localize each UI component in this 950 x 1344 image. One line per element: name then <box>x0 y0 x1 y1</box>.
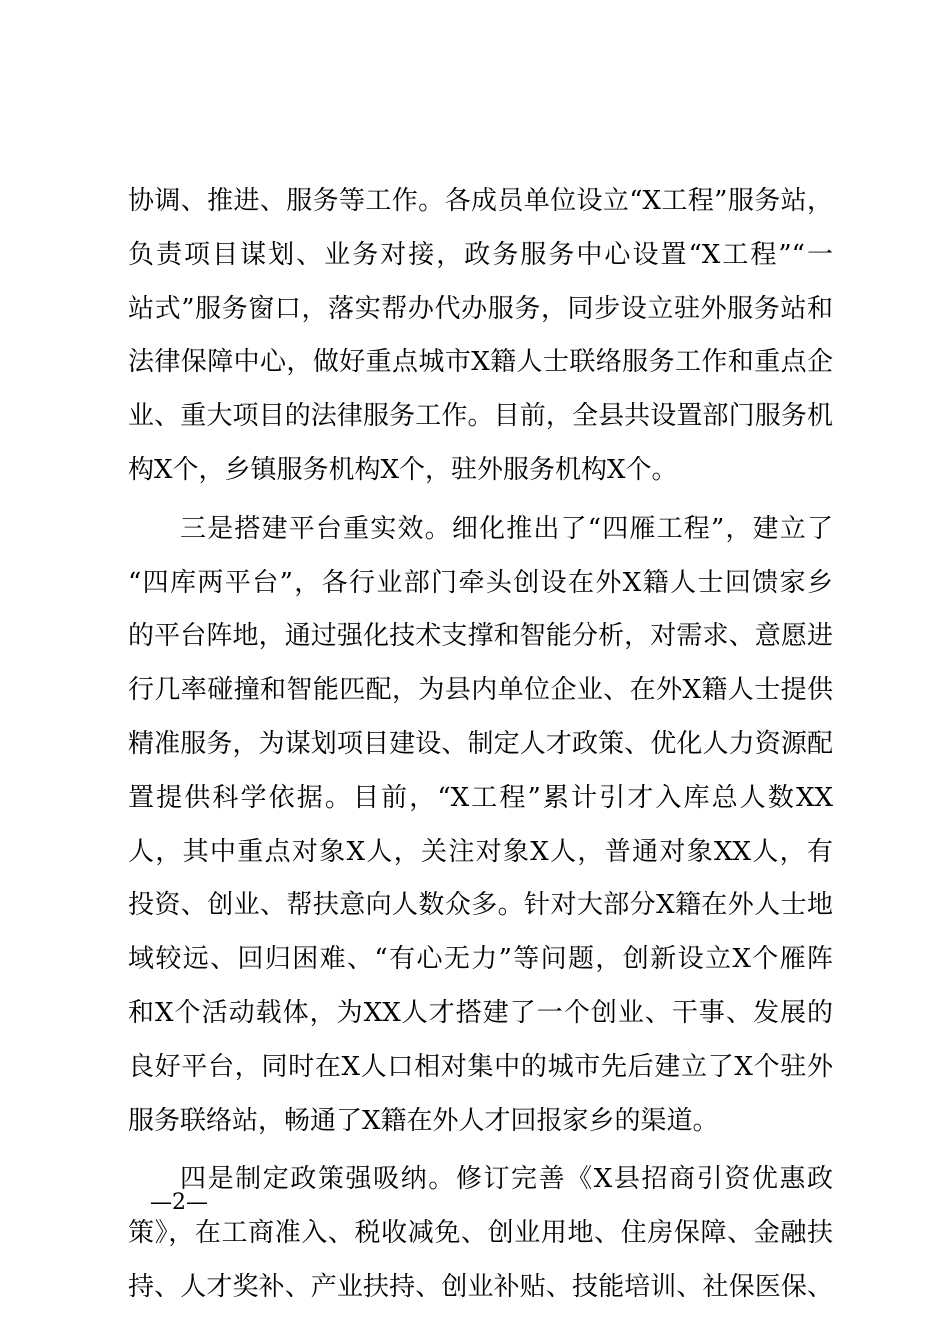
text-line: 协调、推进、服务等工作。各成员单位设立“X工程”服务站， <box>128 186 833 216</box>
text-line: 域较远、回归困难、“有心无力”等问题，创新设立X个雁阵 <box>128 944 833 975</box>
paragraph-service-stations <box>128 175 833 498</box>
text-line: “四库两平台”，各行业部门牵头创设在外X籍人士回馈家乡 <box>128 567 833 598</box>
text-line: 四是制定政策强吸纳。修订完善《X县招商引资优惠政 <box>180 1164 833 1195</box>
text-line: 负责项目谋划、业务对接，政务服务中心设置“X工程”“一 <box>128 239 833 270</box>
text-line: 置提供科学依据。目前，“X工程”累计引才入库总人数XX <box>128 782 833 813</box>
text-line: 的平台阵地，通过强化技术支撑和智能分析，对需求、意愿进 <box>128 621 833 652</box>
body-text <box>128 175 833 1315</box>
text-line: 业、重大项目的法律服务工作。目前，全县共设置部门服务机 <box>128 401 833 432</box>
text-line: 持、人才奖补、产业扶持、创业补贴、技能培训、社保医保、 <box>128 1271 833 1302</box>
text-line: 服务联络站，畅通了X籍在外人才回报家乡的渠道。 <box>128 1105 719 1136</box>
paragraph-policy-making <box>128 1153 833 1314</box>
text-line: 精准服务，为谋划项目建设、制定人才政策、优化人力资源配 <box>128 728 833 759</box>
text-line: 法律保障中心，做好重点城市X籍人士联络服务工作和重点企 <box>128 347 833 378</box>
text-line: 和X个活动载体，为XX人才搭建了一个创业、干事、发展的 <box>128 997 833 1028</box>
text-line: 投资、创业、帮扶意向人数众多。针对大部分X籍在外人士地 <box>128 890 833 921</box>
text-line: 策》，在工商准入、税收减免、创业用地、住房保障、金融扶 <box>128 1218 833 1249</box>
text-line: 人，其中重点对象X人，关注对象X人，普通对象XX人，有 <box>128 836 833 867</box>
text-line: 三是搭建平台重实效。细化推出了“四雁工程”，建立了 <box>180 513 833 544</box>
text-line: 构X个，乡镇服务机构X个，驻外服务机构X个。 <box>128 454 678 485</box>
page-number: —2— <box>150 1190 208 1215</box>
text-line: 良好平台，同时在X人口相对集中的城市先后建立了X个驻外 <box>128 1051 833 1082</box>
text-line: 行几率碰撞和智能匹配，为县内单位企业、在外X籍人士提供 <box>128 675 833 706</box>
text-line: 站式”服务窗口，落实帮办代办服务，同步设立驻外服务站和 <box>128 293 833 324</box>
paragraph-platform-building <box>128 503 833 1149</box>
